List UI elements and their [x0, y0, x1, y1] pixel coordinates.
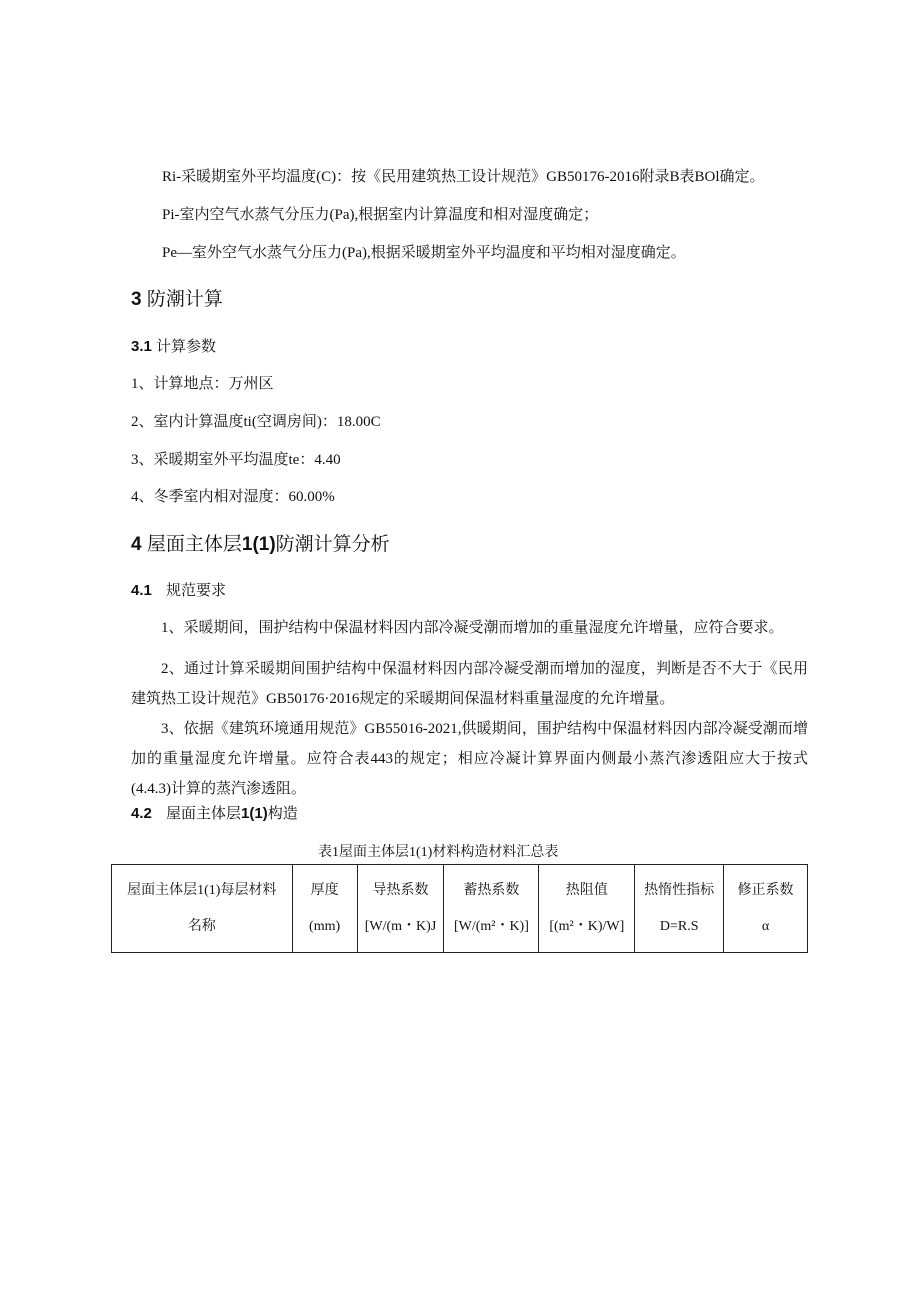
header-conductivity-line2: [W/(m・K)J: [364, 918, 437, 934]
header-conductivity-line1: 导热系数: [372, 882, 429, 898]
header-material-name: [112, 865, 293, 953]
subsection-4-2-title-b: 1(1): [241, 805, 268, 822]
header-thermal-inertia-line1: 热惰性指标: [644, 882, 715, 898]
param-outdoor-temp: 3、采暖期室外平均温度te：4.40: [131, 452, 341, 468]
section-3-title: 防潮计算: [146, 289, 223, 310]
section-3-number: 3: [131, 289, 142, 310]
header-thickness: [292, 865, 357, 953]
subsection-4-2-title-a: 屋面主体层: [166, 805, 242, 822]
requirement-3: 3、依据《建筑环境通用规范》GB55016-2021,供暖期间，围护结构中保温材料因内部冷凝受潮而增加的重量湿度允许增量。应符合表443的规定；相应冷凝计算界面内侧最小蒸汽渗透阻应大于按式(4.4.3)计算的蒸汽渗透阻。: [131, 721, 808, 797]
requirement-2: 2、通过计算采暖期间围护结构中保温材料因内部冷凝受潮而增加的湿度，判断是否不大于《民用建筑热工设计规范》GB50176·2016规定的采暖期间保温材料重量湿度的允许增量。: [131, 661, 808, 707]
header-correction-factor: [724, 865, 808, 953]
definition-ri: Ri-采暖期室外平均温度(C)：按《民用建筑热工设计规范》GB50176-2016附录B表BOl确定。: [162, 169, 765, 185]
param-indoor-temp: 2、室内计算温度ti(空调房间)：18.00C: [131, 414, 381, 430]
header-thermal-inertia-line2: D=R.S: [659, 918, 699, 934]
section-4-number: 4: [131, 534, 142, 555]
definition-pi: Pi-室内空气水蒸气分压力(Pa),根据室内计算温度和相对湿度确定；: [162, 207, 599, 223]
header-thickness-line2: (mm): [309, 918, 341, 934]
subsection-4-2-title-c: 构造: [267, 805, 298, 822]
header-material-name-line2: 名称: [187, 918, 216, 934]
header-correction-factor-line1: 修正系数: [737, 882, 794, 898]
subsection-4-1-number: 4.1: [131, 582, 152, 599]
definition-pe: Pe—室外空气水蒸气分压力(Pa),根据采暖期室外平均温度和平均相对湿度确定。: [162, 245, 686, 261]
subsection-4-1-title: 规范要求: [166, 582, 227, 599]
section-4-title-a: 屋面主体层: [146, 534, 242, 555]
subsection-4-2-number: 4.2: [131, 805, 152, 822]
requirement-1: 1、采暖期间，围护结构中保温材料因内部冷凝受潮而增加的重量湿度允许增量，应符合要求。: [161, 620, 784, 636]
header-material-name-line1: 屋面主体层1(1)每层材料: [127, 882, 277, 898]
section-4-heading: [131, 533, 390, 557]
subsection-3-1-number: 3.1: [131, 338, 152, 355]
subsection-4-2-heading: [131, 804, 298, 824]
param-location: 1、计算地点：万州区: [131, 376, 274, 392]
header-thickness-line1: 厚度: [310, 882, 339, 898]
section-4-title-b: 1(1): [241, 534, 276, 555]
header-thermal-resistance: [539, 865, 635, 953]
header-correction-factor-line2: α: [761, 918, 770, 934]
material-table: [111, 864, 808, 953]
header-thermal-resistance-line1: 热阻值: [565, 882, 608, 898]
subsection-3-1-heading: [131, 337, 216, 357]
header-heat-storage-line2: [W/(m²・K)]: [453, 918, 529, 934]
subsection-4-1-heading: [131, 581, 226, 601]
section-3-heading: [131, 288, 223, 312]
table-caption: 表1屋面主体层1(1)材料构造材料汇总表: [318, 845, 559, 860]
header-heat-storage-line1: 蓄热系数: [463, 882, 520, 898]
header-thermal-resistance-line2: [(m²・K)/W]: [549, 918, 625, 934]
header-heat-storage: [444, 865, 539, 953]
header-thermal-inertia: [635, 865, 724, 953]
header-conductivity: [357, 865, 444, 953]
section-4-title-c: 防潮计算分析: [275, 534, 390, 555]
param-humidity: 4、冬季室内相对湿度：60.00%: [131, 489, 335, 505]
subsection-3-1-title: 计算参数: [156, 338, 217, 355]
table-header-row: [112, 865, 808, 953]
